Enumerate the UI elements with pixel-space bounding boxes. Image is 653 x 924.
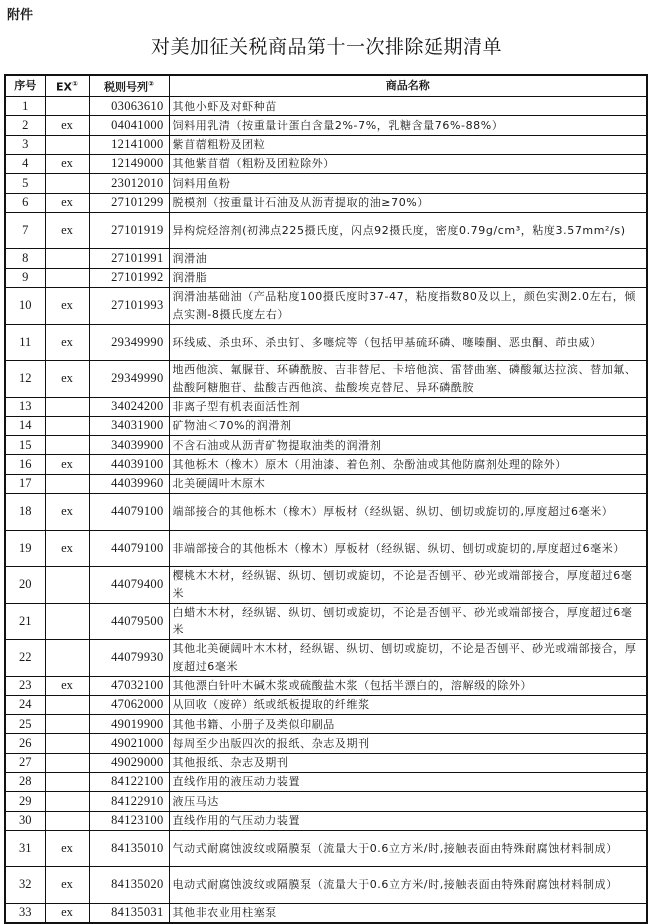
table-row [5,903,647,923]
product-name-cell: 矿物油＜70%的润滑剂 [169,416,647,435]
product-name-cell: 北美硬阔叶木原木 [169,474,647,493]
table-row [5,174,647,193]
exclusion-list-table [4,74,648,924]
table-body [5,97,647,924]
ex-flag-cell: ex [45,676,89,695]
ex-flag-cell [45,734,89,753]
product-name-cell: 其他报纸、杂志及期刊 [169,753,647,772]
table-row [5,193,647,212]
row-number-cell: 32 [5,867,45,904]
product-name-cell: 不含石油或从沥青矿物提取油类的润滑剂 [169,436,647,455]
row-number-cell: 3 [5,135,45,154]
ex-flag-cell [45,567,89,604]
ex-flag-cell [45,416,89,435]
ex-flag-cell: ex [45,903,89,923]
tariff-code-cell: 44039960 [89,474,169,493]
ex-flag-cell: ex [45,324,89,361]
tariff-code-cell: 44079500 [89,603,169,640]
table-row [5,773,647,792]
table-row [5,734,647,753]
product-name-cell: 润滑油 [169,249,647,268]
row-number-cell: 12 [5,361,45,398]
ex-flag-cell: ex [45,530,89,567]
tariff-code-cell: 23012010 [89,174,169,193]
tariff-code-cell: 47062000 [89,695,169,714]
row-number-cell: 1 [5,97,45,116]
table-row [5,416,647,435]
row-number-cell: 27 [5,753,45,772]
product-name-cell: 非离子型有机表面活性剂 [169,397,647,416]
tariff-code-cell: 84135010 [89,830,169,867]
table-row [5,640,647,677]
ex-flag-cell [45,474,89,493]
product-name-cell: 饲料用鱼粉 [169,174,647,193]
table-row [5,212,647,249]
row-number-cell: 19 [5,530,45,567]
table-row [5,676,647,695]
product-name-cell: 紫苜蓿粗粉及团粒 [169,135,647,154]
row-number-cell: 31 [5,830,45,867]
table-row [5,603,647,640]
row-number-cell: 24 [5,695,45,714]
product-name-cell: 其他漂白针叶木碱木浆或硫酸盐木浆（包括半漂白的，溶解级的除外） [169,676,647,695]
row-number-cell: 16 [5,455,45,474]
product-name-cell: 每周至少出版四次的报纸、杂志及期刊 [169,734,647,753]
row-number-cell: 8 [5,249,45,268]
ex-flag-cell [45,97,89,116]
ex-flag-cell: ex [45,830,89,867]
table-row [5,494,647,531]
product-name-cell: 异构烷烃溶剂(初沸点225摄氏度，闪点92摄氏度，密度0.79g/cm³，粘度3.57mm²/s) [169,212,647,249]
tariff-code-cell: 84122910 [89,792,169,811]
footnote-marker: ① [72,80,78,88]
ex-flag-cell [45,268,89,287]
product-name-cell: 樱桃木木材，经纵锯、纵切、刨切或旋切，不论是否刨平、砂光或端部接合，厚度超过6毫米 [169,567,647,604]
table-row [5,288,647,325]
ex-flag-cell [45,249,89,268]
tariff-code-cell: 34024200 [89,397,169,416]
table-row [5,715,647,734]
product-name-cell: 气动式耐腐蚀波纹或隔膜泵（流量大于0.6立方米/时,接触表面由特殊耐腐蚀材料制成） [169,830,647,867]
tariff-code-cell: 49021000 [89,734,169,753]
tariff-code-cell: 84122100 [89,773,169,792]
product-name-cell: 地西他滨、氟脲苷、环磷酰胺、吉非替尼、卡培他滨、雷替曲塞、磷酸氟达拉滨、替加氟、盐酸阿糖胞苷、盐酸吉西他滨、盐酸埃克替尼、异环磷酰胺 [169,361,647,398]
ex-flag-cell [45,792,89,811]
product-name-cell: 直线作用的液压动力装置 [169,773,647,792]
ex-flag-cell [45,773,89,792]
product-name-cell: 其他小虾及对虾种苗 [169,97,647,116]
ex-flag-cell [45,603,89,640]
table-row [5,811,647,830]
ex-flag-cell [45,715,89,734]
ex-flag-cell [45,436,89,455]
tariff-code-cell: 44039100 [89,455,169,474]
column-header-product-name: 商品名称 [169,75,647,97]
ex-flag-cell [45,753,89,772]
row-number-cell: 10 [5,288,45,325]
table-row [5,268,647,287]
ex-flag-cell [45,135,89,154]
product-name-cell: 白蜡木木材，经纵锯、纵切、刨切或旋切，不论是否刨平、砂光或端部接合，厚度超过6毫米 [169,603,647,640]
tariff-code-cell: 84135031 [89,903,169,923]
table-row [5,792,647,811]
row-number-cell: 23 [5,676,45,695]
product-name-cell: 其他书籍、小册子及类似印刷品 [169,715,647,734]
table-row [5,97,647,116]
row-number-cell: 18 [5,494,45,531]
product-name-cell: 润滑油基础油（产品粘度100摄氏度时37-47，粘度指数80及以上，颜色实测2.0左右，倾点实测-8摄氏度左右） [169,288,647,325]
row-number-cell: 2 [5,116,45,135]
row-number-cell: 30 [5,811,45,830]
row-number-cell: 11 [5,324,45,361]
tariff-code-cell: 27101992 [89,268,169,287]
row-number-cell: 7 [5,212,45,249]
table-row [5,530,647,567]
table-row [5,324,647,361]
table-row [5,455,647,474]
row-number-cell: 9 [5,268,45,287]
tariff-code-cell: 03063610 [89,97,169,116]
table-row [5,436,647,455]
product-name-cell: 液压马达 [169,792,647,811]
tariff-code-cell: 27101919 [89,212,169,249]
product-name-cell: 电动式耐腐蚀波纹或隔膜泵（流量大于0.6立方米/时,接触表面由特殊耐腐蚀材料制成） [169,867,647,904]
tariff-code-cell: 29349990 [89,361,169,398]
row-number-cell: 29 [5,792,45,811]
ex-flag-cell: ex [45,455,89,474]
attachment-label: 附件 [7,8,34,23]
tariff-code-cell: 44079930 [89,640,169,677]
row-number-cell: 5 [5,174,45,193]
tariff-code-cell: 44079400 [89,567,169,604]
product-name-cell: 从回收（废碎）纸或纸板提取的纤维浆 [169,695,647,714]
product-name-cell: 直线作用的气压动力装置 [169,811,647,830]
table-row [5,155,647,174]
product-name-cell: 其他非农业用柱塞泵 [169,903,647,923]
product-name-cell: 非端部接合的其他栎木（橡木）厚板材（经纵锯、纵切、刨切或旋切的,厚度超过6毫米） [169,530,647,567]
row-number-cell: 33 [5,903,45,923]
ex-flag-cell: ex [45,116,89,135]
table-row [5,361,647,398]
tariff-code-cell: 27101993 [89,288,169,325]
row-number-cell: 17 [5,474,45,493]
row-number-cell: 25 [5,715,45,734]
product-name-cell: 其他栎木（橡木）原木（用油漆、着色剂、杂酚油或其他防腐剂处理的除外） [169,455,647,474]
ex-flag-cell [45,397,89,416]
row-number-cell: 13 [5,397,45,416]
tariff-code-cell: 34039900 [89,436,169,455]
tariff-code-cell: 04041000 [89,116,169,135]
tariff-code-cell: 84135020 [89,867,169,904]
product-name-cell: 其他紫苜蓿（粗粉及团粒除外） [169,155,647,174]
ex-flag-cell: ex [45,212,89,249]
table-row [5,249,647,268]
ex-flag-cell: ex [45,193,89,212]
table-header-row [5,75,647,97]
column-header-tariff-code: 税则号列② [89,75,169,97]
row-number-cell: 20 [5,567,45,604]
tariff-code-cell: 44079100 [89,494,169,531]
ex-flag-cell [45,640,89,677]
tariff-code-cell: 27101991 [89,249,169,268]
product-name-cell: 饲料用乳清（按重量计蛋白含量2%-7%，乳糖含量76%-88%） [169,116,647,135]
table-row [5,397,647,416]
row-number-cell: 22 [5,640,45,677]
tariff-code-cell: 29349990 [89,324,169,361]
tariff-code-cell: 49029000 [89,753,169,772]
product-name-cell: 环线威、杀虫环、杀虫钉、多噻烷等（包括甲基硫环磷、噻嗪酮、恶虫酮、茚虫威） [169,324,647,361]
row-number-cell: 26 [5,734,45,753]
tariff-code-cell: 12141000 [89,135,169,154]
row-number-cell: 4 [5,155,45,174]
tariff-code-cell: 34031900 [89,416,169,435]
product-name-cell: 端部接合的其他栎木（橡木）厚板材（经纵锯、纵切、刨切或旋切的,厚度超过6毫米） [169,494,647,531]
table-row [5,135,647,154]
ex-flag-cell: ex [45,361,89,398]
column-header-no: 序号 [5,75,45,97]
table-row [5,830,647,867]
table-row [5,116,647,135]
tariff-code-cell: 12149000 [89,155,169,174]
table-row [5,695,647,714]
ex-flag-cell: ex [45,867,89,904]
table-row [5,474,647,493]
ex-flag-cell [45,174,89,193]
footnote-marker: ② [148,80,154,88]
ex-flag-cell [45,811,89,830]
ex-flag-cell: ex [45,494,89,531]
column-header-ex: EX① [45,75,89,97]
tariff-code-cell: 27101299 [89,193,169,212]
row-number-cell: 15 [5,436,45,455]
row-number-cell: 21 [5,603,45,640]
ex-flag-cell: ex [45,288,89,325]
ex-flag-cell: ex [45,155,89,174]
product-name-cell: 其他北美硬阔叶木木材，经纵锯、纵切、刨切或旋切，不论是否刨平、砂光或端部接合，厚度超过6毫米 [169,640,647,677]
document-title: 对美加征关税商品第十一次排除延期清单 [150,36,502,58]
tariff-code-cell: 44079100 [89,530,169,567]
ex-flag-cell [45,695,89,714]
table-row [5,753,647,772]
tariff-code-cell: 47032100 [89,676,169,695]
tariff-code-cell: 49019900 [89,715,169,734]
row-number-cell: 6 [5,193,45,212]
row-number-cell: 28 [5,773,45,792]
row-number-cell: 14 [5,416,45,435]
tariff-code-cell: 84123100 [89,811,169,830]
product-name-cell: 脱模剂（按重量计石油及从沥青提取的油≥70%） [169,193,647,212]
table-row [5,867,647,904]
product-name-cell: 润滑脂 [169,268,647,287]
table-row [5,567,647,604]
